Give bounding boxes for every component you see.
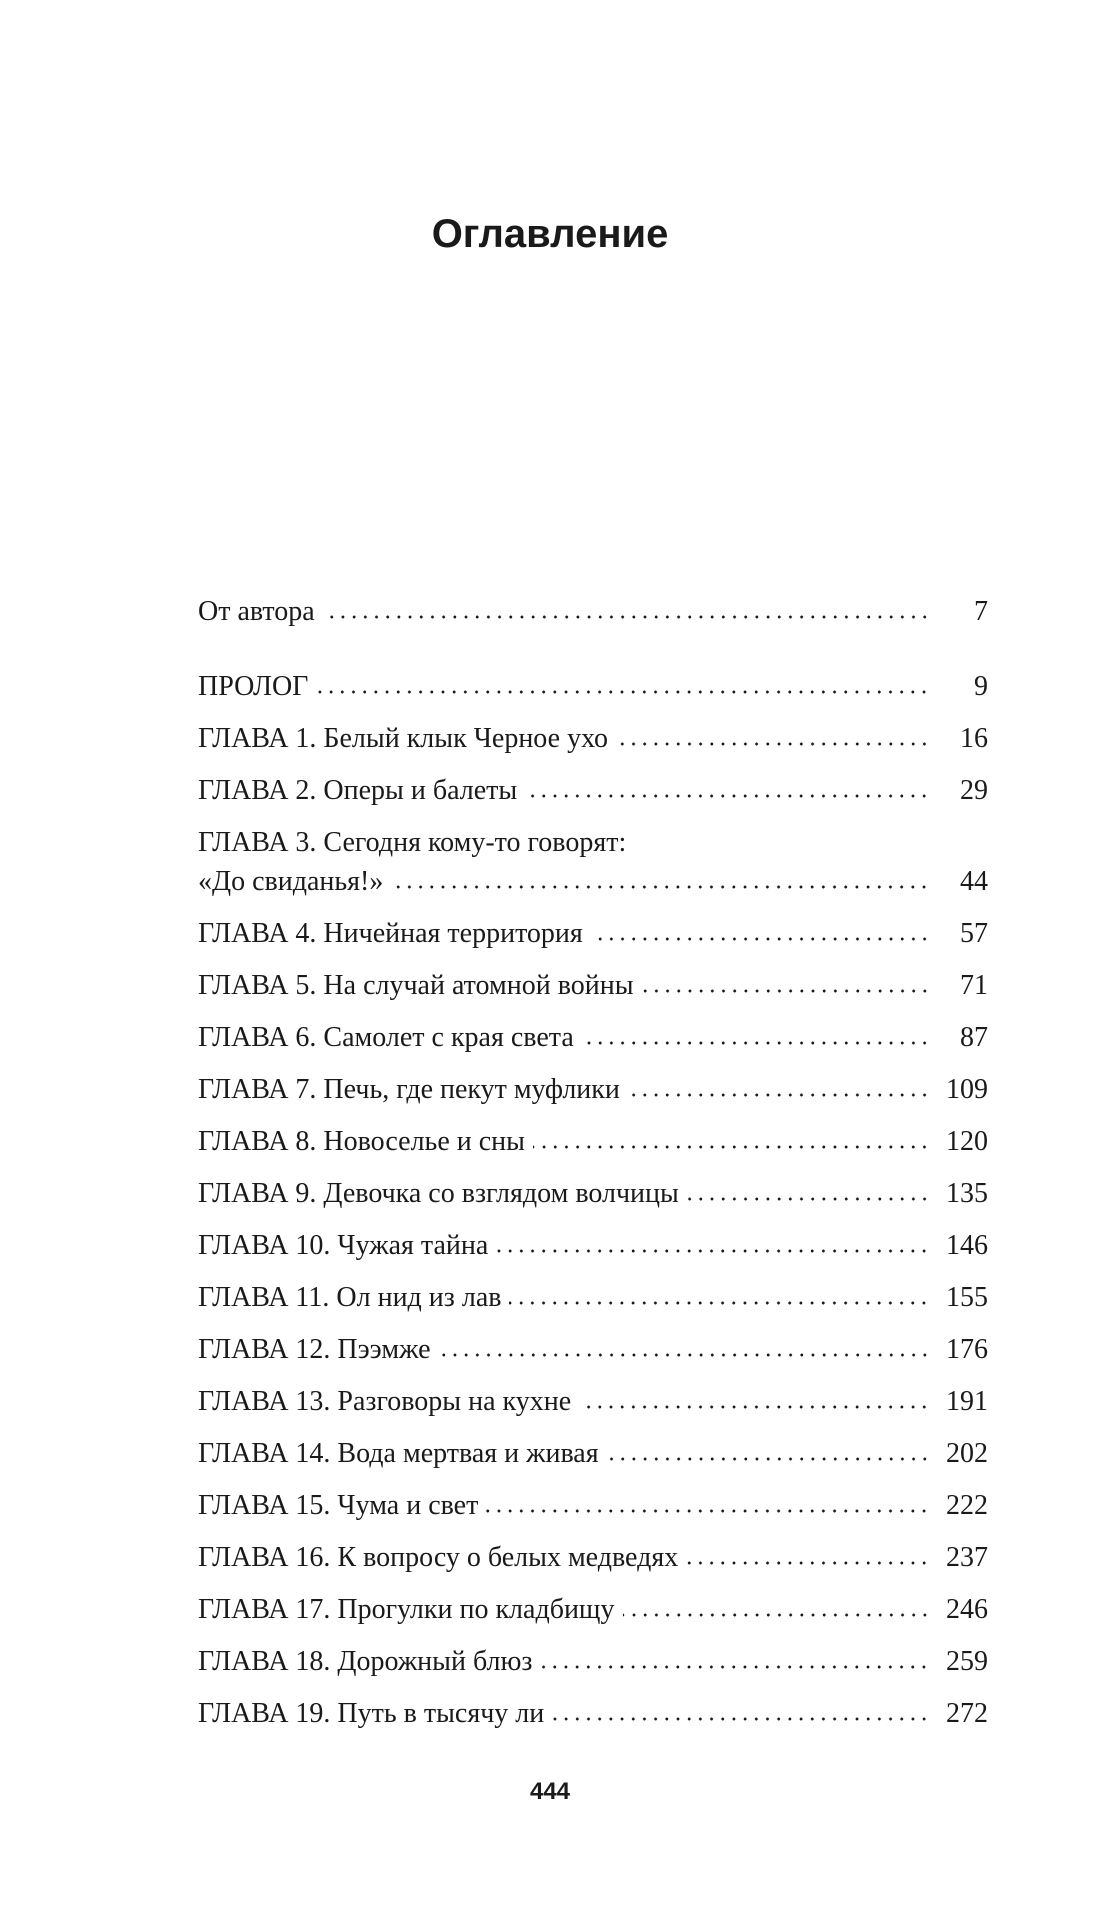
dot-leader [582,1041,930,1045]
toc-entry-page: 16 [960,723,988,754]
toc-entry-page: 272 [946,1698,988,1729]
toc-entry[interactable] [198,912,988,964]
toc-entry-page: 222 [946,1490,988,1521]
dot-leader [509,1301,930,1305]
toc-entry-title: ГЛАВА 13. Разговоры на кухне [198,1386,572,1417]
toc-entry[interactable] [198,1484,988,1536]
dot-leader [579,1405,930,1409]
dot-leader [623,1613,931,1617]
toc-entry-page: 191 [946,1386,988,1417]
toc-entry-page: 202 [946,1438,988,1469]
toc-entry-title: ГЛАВА 18. Дорожный блюз [198,1646,533,1677]
toc-entry-page: 44 [960,866,988,897]
toc-entry-page: 246 [946,1594,988,1625]
toc-entry-page: 9 [974,671,988,702]
toc-entry-title: ГЛАВА 1. Белый клык Черное ухо [198,723,609,754]
toc-entry-title: ГЛАВА 15. Чума и свет [198,1490,479,1521]
toc-entry-title: ГЛАВА 17. Прогулки по кладбищу [198,1594,615,1625]
toc-entry-title: ГЛАВА 16. К вопросу о белых медведях [198,1542,679,1573]
toc-entry-title: ГЛАВА 7. Печь, где пекут муфлики [198,1074,620,1105]
toc-entry-title: ГЛАВА 4. Ничейная территория [198,918,583,949]
toc-entry-page: 29 [960,775,988,806]
toc-entry-page: 7 [974,596,988,627]
toc-entry[interactable] [198,1068,988,1120]
toc-entry-title: ГЛАВА 5. На случай атомной войны [198,970,634,1001]
dot-leader [591,937,930,941]
dot-leader [316,690,930,694]
dot-leader [642,989,930,993]
page-number: 444 [529,1778,571,1805]
dot-leader [687,1197,930,1201]
toc-entry-title: ГЛАВА 19. Путь в тысячу ли [198,1698,545,1729]
toc-entry[interactable] [198,1588,988,1640]
toc-entry-page: 146 [946,1230,988,1261]
dot-leader [552,1717,930,1721]
toc-entry-title: ГЛАВА 10. Чужая тайна [198,1230,489,1261]
table-of-contents [198,590,988,1744]
toc-entry[interactable] [198,1692,988,1744]
toc-entry-page: 120 [946,1126,988,1157]
toc-entry-title-continued: «До свиданья!» [198,866,384,897]
toc-entry[interactable] [198,590,988,642]
toc-entry-title: ГЛАВА 11. Ол нид из лав [198,1282,502,1313]
dot-leader [540,1665,930,1669]
toc-entry-page: 176 [946,1334,988,1365]
dot-leader [533,1145,930,1149]
toc-entry-title: ГЛАВА 14. Вода мертвая и живая [198,1438,599,1469]
toc-entry-title: ГЛАВА 9. Девочка со взглядом волчицы [198,1178,679,1209]
toc-entry-page: 109 [946,1074,988,1105]
toc-entry[interactable] [198,1120,988,1172]
toc-entry-title: ПРОЛОГ [198,671,309,702]
dot-leader [607,1457,930,1461]
toc-entry-page: 87 [960,1022,988,1053]
toc-entry[interactable] [198,665,988,717]
toc-entry[interactable] [198,1328,988,1380]
toc-entry[interactable] [198,1432,988,1484]
toc-entry[interactable] [198,769,988,821]
toc-entry[interactable] [198,1276,988,1328]
toc-entry-title: ГЛАВА 8. Новоселье и сны [198,1126,525,1157]
page-title: Оглавление [431,212,669,256]
toc-entry[interactable] [198,1536,988,1588]
toc-entry[interactable] [198,964,988,1016]
toc-entry-page: 237 [946,1542,988,1573]
dot-leader [628,1093,930,1097]
toc-entry-page: 57 [960,918,988,949]
dot-leader [496,1249,930,1253]
toc-entry[interactable] [198,717,988,769]
toc-entry-page: 259 [946,1646,988,1677]
dot-leader [486,1509,930,1513]
toc-entry-title: ГЛАВА 2. Оперы и балеты [198,775,518,806]
toc-entry[interactable] [198,1016,988,1068]
toc-entry[interactable] [198,1172,988,1224]
dot-leader [439,1353,930,1357]
toc-entry[interactable] [198,821,988,912]
dot-leader [616,742,930,746]
toc-entry-page: 155 [946,1282,988,1313]
dot-leader [391,885,930,889]
dot-leader [323,615,930,619]
dot-leader [525,794,930,798]
toc-entry[interactable] [198,1380,988,1432]
dot-leader [686,1561,930,1565]
toc-entry[interactable] [198,1640,988,1692]
toc-entry-title: ГЛАВА 6. Самолет с края света [198,1022,574,1053]
toc-entry-title: ГЛАВА 12. Пээмже [198,1334,431,1365]
toc-entry-title: От автора [198,596,315,627]
toc-entry[interactable] [198,1224,988,1276]
toc-entry-page: 71 [960,970,988,1001]
toc-entry-title: ГЛАВА 3. Сегодня кому-то говорят: [198,827,627,858]
toc-entry-page: 135 [946,1178,988,1209]
